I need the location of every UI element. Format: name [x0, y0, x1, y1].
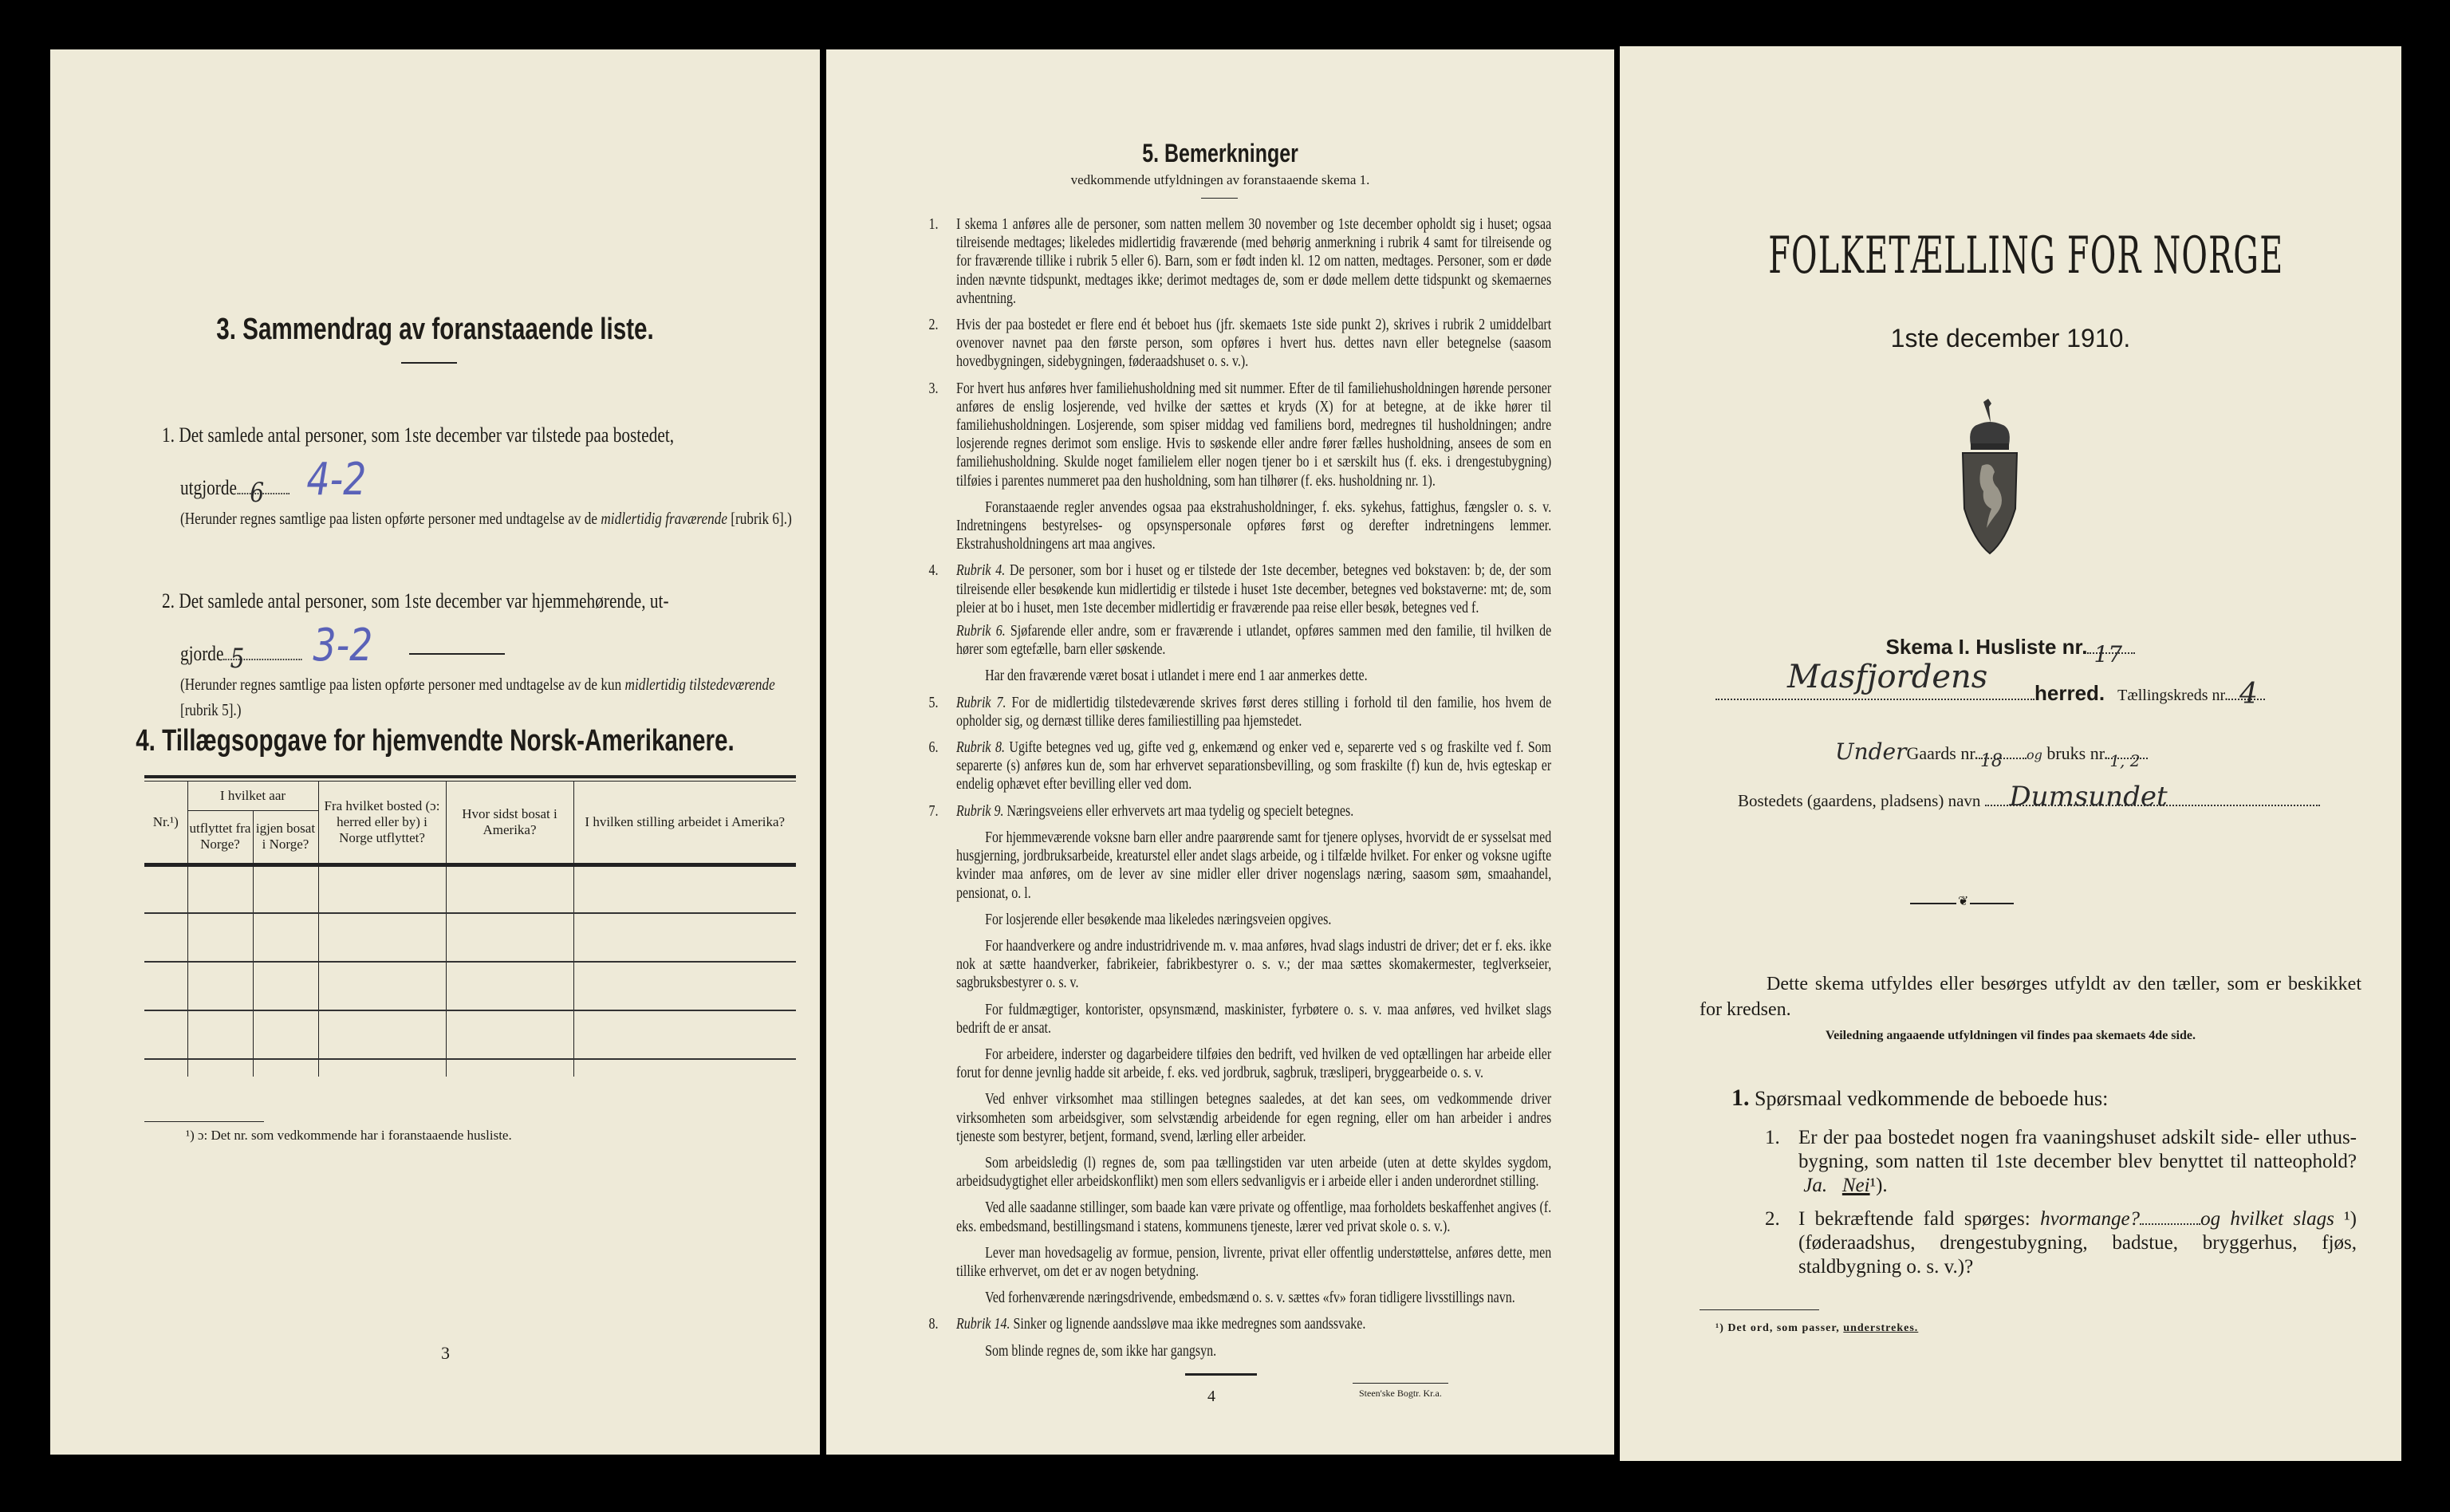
- skema-line: [1620, 635, 2401, 667]
- bruks-label: bruks nr.: [2046, 743, 2109, 763]
- table-row: [144, 913, 796, 962]
- census-title: FOLKETÆLLING FOR NORGE: [1768, 226, 2284, 285]
- note-paragraph: [956, 498, 1551, 554]
- husliste-number: 17: [2094, 641, 2123, 667]
- gaards-prefix: Under: [1835, 738, 1907, 765]
- census-date: 1ste december 1910.: [1890, 324, 2131, 352]
- rubrik-label: Rubrik 4.: [956, 562, 1006, 580]
- note-text: Hvis der paa bostedet er flere end ét beboet hus (jfr. skemaets 1ste side punkt 2), skrives i rubrik 2 umiddelbart ovenover navnet paa den første person, som opføres i hvert hus. dettes navn eller betegnelse (saasom hovedbygningen, sidebygningen, føderaadshuset o. s. v.).: [956, 317, 1552, 371]
- printer-rule: [1353, 1383, 1448, 1384]
- note-text: Ved forhenværende næringsdrivende, embedsmænd o. s. v. sættes «fv» foran tidligere livsstillings navn.: [985, 1290, 1515, 1307]
- handwritten-total-resident: 5: [230, 643, 245, 675]
- note-paragraph: [928, 738, 1552, 794]
- note-paragraph: [956, 1090, 1551, 1146]
- divider: [401, 362, 457, 364]
- note-paragraph: [956, 829, 1551, 903]
- page-number: 3: [441, 1343, 450, 1363]
- note-text: Som arbeidsledig (l) regnes de, som paa tællingstiden var uten arbeide (uten at dette skyldes sygdom, arbeidsudygtighet eller arbeidskonflikt) men som ellers sedvanligvis er i arbeide eller i anden underordnet stilling.: [956, 1154, 1552, 1191]
- note-paragraph: [956, 937, 1551, 993]
- note-paragraph: [928, 1315, 1551, 1333]
- table-row: [144, 1010, 796, 1059]
- item-number: 1.: [162, 423, 175, 447]
- question-number: 1.: [1731, 1085, 1750, 1111]
- section-4-title: 4. Tillægsopgave for hjemvendte Norsk-Amerikanere.: [136, 724, 735, 758]
- q-text: Er der paa bostedet nogen fra vaaningshuset adskilt side- eller uthus-bygning, som natten til 1ste december blev benyttet til natteophold?: [1798, 1127, 2357, 1172]
- note-text: Ved enhver virksomhet maa stillingen betegnes saaledes, at det kan sees, om vedkommende driver virksomheten som arbeidsgiver, som selvstændig arbeidende for egen regning, eller om han arbeider i andres tjeneste som bestyrer, betjent, formand, svend, lærling eller arbeider.: [956, 1091, 1552, 1145]
- note-paragraph: [956, 1244, 1551, 1281]
- q-text-end: ¹) (føderaadshus, drengestubygning, badstue, bryggerhus, fjøs, staldbygning o. s. v.)?: [1798, 1208, 2357, 1278]
- note-text: Ved alle saadanne stillinger, som baade kan være private og offentlige, maa forholdets beskaffenhet angives (f. eks. embedsmand, bestillingsmand i statens, kommunens tjeneste, lærer ved privat skole o. s. v.).: [956, 1199, 1552, 1235]
- col-returned: igjen bosat i Norge?: [253, 810, 318, 864]
- note-text: Næringsveiens eller erhvervets art maa tydelig og specielt betegnes.: [1006, 802, 1354, 820]
- question-2: [1765, 1207, 2357, 1279]
- note-text: De personer, som bor i huset og er tilstede der 1ste december, betegnes ved bokstaven: b; de, der som tilreisende eller besøkende kun midlertidig er tilstede i huset 1ste december, betegnes ved bokstaverne: mt; de, som pleier at bo i huset, men 1ste december midlertidig er fraværende paa reise eller besøk, betegnes ved f.: [956, 562, 1552, 616]
- coat-of-arms-icon: [1958, 397, 2022, 557]
- q-number: 2.: [1765, 1208, 1780, 1230]
- blue-pencil-resident: 3-2: [313, 620, 373, 671]
- answer-nei-underlined[interactable]: Nei: [1841, 1175, 1870, 1196]
- handwritten-total-present: 6: [250, 477, 265, 509]
- bemerkninger-subtitle: vedkommende utfyldningen av foranstaaende skema 1.: [1070, 172, 1370, 187]
- note-paragraph: [956, 1045, 1551, 1082]
- og-handwritten: og: [2026, 747, 2042, 762]
- note-paragraph: [956, 667, 1551, 685]
- note-number: 8.: [928, 1316, 939, 1333]
- divider: [1185, 1373, 1257, 1376]
- bruks-value: 1, 2: [2109, 751, 2141, 770]
- col-nr: Nr.¹): [144, 782, 187, 864]
- note-number: 6.: [928, 739, 939, 757]
- note-text: (Herunder regnes samtlige paa listen opførte personer med undtagelse av de kun: [179, 675, 622, 694]
- page-1-title: [1620, 46, 2401, 1461]
- rubrik-label: Rubrik 7.: [956, 694, 1006, 711]
- page-3: [50, 49, 820, 1455]
- note-text: For fuldmægtiger, kontorister, opsynsmænd, maskinister, fyrbøtere o. s. v. maa anføres, ved hvilket slags bedrift de er ansat.: [956, 1001, 1552, 1037]
- col-year-group: I hvilket aar: [187, 782, 318, 810]
- note-paragraph: [956, 911, 1551, 929]
- footnote-rule: [1700, 1309, 1819, 1310]
- q-hvormange: hvormange?: [2040, 1208, 2141, 1230]
- col-emigrated: utflyttet fra Norge?: [187, 810, 253, 864]
- kreds-value: 4: [2239, 678, 2258, 711]
- kreds-label: Tællingskreds nr.: [2117, 687, 2229, 704]
- note-text: For losjerende eller besøkende maa likeledes næringsveien opgives.: [985, 911, 1332, 928]
- q-number: 1.: [1765, 1127, 1780, 1148]
- ornament-divider: ❦: [1910, 898, 2014, 909]
- note-text: Foranstaaende regler anvendes ogsaa paa ekstrahusholdninger, f. eks. sykehus, fattighus, fængsler o. s. v. Indretningens bestyrelses- og opsynspersonale opføres først og derefter indretningens lemmer. Ekstrahusholdningens art maa angives.: [956, 498, 1552, 553]
- note-text: For hvert hus anføres hver familiehusholdning med sit nummer. Efter de til familiehusholdningen hørende personer anføres de enslig losjerende, ved hvilke der sættes et kryds (X) for at betegne, at de ikke hører til familiehusholdningen. Losjerende, som spiser middag ved familiens bord, medregnes til husholdningen; andre losjerende regnes derimot som enslige. Hvis to søskende eller andre fører fælles husholdning, ansees de som en familiehusholdning. Skulde noget familielem eller nogen tjener bo i et særskilt hus (f. eks. i drengestubygning) tilføies i parentes nummeret paa den husholdning, som han tilhører (f. eks. husholdning nr. 1).: [956, 380, 1552, 490]
- herred-value: Masfjordens: [1787, 659, 1988, 695]
- note-italic: midlertidig tilstedeværende: [624, 675, 775, 694]
- field-label: utgjorde: [179, 476, 238, 499]
- note-paragraph: [956, 1342, 1551, 1360]
- col-occupation: I hvilken stilling arbeidet i Amerika?: [585, 813, 786, 829]
- summary-item-1: [162, 418, 816, 531]
- note-text: For arbeidere, inderster og dagarbeidere tilføies den bedrift, ved hvilken de ved optællingen har arbeide eller forut for denne jevnlig hadde sit arbeide, f. eks. ved jordbruk, sagbruk, træsliperi, bryggearbeide o. s. v.: [956, 1045, 1552, 1082]
- footnote-text: ¹) Det ord, som passer,: [1715, 1322, 1840, 1334]
- note-paragraph: [928, 802, 1551, 821]
- question-title: Spørsmaal vedkommende de beboede hus:: [1755, 1087, 2109, 1110]
- footnote-underlined: understrekes.: [1843, 1322, 1919, 1334]
- rubrik-label: Rubrik 14.: [956, 1316, 1010, 1333]
- note-number: 3.: [928, 380, 939, 397]
- guidance-text: Veiledning angaaende utfyldningen vil findes paa skemaets 4de side.: [1826, 1029, 2196, 1042]
- herred-label: herred.: [2034, 681, 2105, 705]
- bemerkninger-title: 5. Bemerkninger: [1142, 139, 1298, 167]
- rubrik-label: Rubrik 9.: [956, 802, 1004, 820]
- field-label: gjorde: [179, 642, 224, 665]
- note-paragraph: [928, 694, 1552, 730]
- rubrik-label: Rubrik 8.: [956, 739, 1005, 757]
- skema-label: Skema I. Husliste nr.: [1885, 635, 2088, 659]
- item-text: Det samlede antal personer, som 1ste december var tilstede paa bostedet,: [179, 423, 675, 447]
- note-paragraph: [928, 316, 1552, 372]
- gaards-line: [1835, 738, 2148, 771]
- note-end: [rubrik 5].): [179, 700, 242, 719]
- note-text: For de midlertidig tilstedeværende skrives først deres stilling i forhold til den familie, hos hvem de opholder sig, og dernæst tillike deres familiestilling paa hjemstedet.: [956, 694, 1552, 730]
- col-last-lived: Hvor sidst bosat i Amerika?: [446, 782, 573, 864]
- note-text: Har den fraværende været bosat i utlandet i mere end 1 aar anmerkes dette.: [985, 667, 1368, 685]
- note-text: For haandverkere og andre industridrivende m. v. maa anføres, hvad slags industri de driver; det er f. eks. ikke nok at sætte haandverker, fabrikeier, fabrikbestyrer o. s. v.; der maa sættes skomakermester, teglverkseier, sagbruksbestyrer o. s. v.: [956, 937, 1552, 992]
- note-text: Sjøfarende eller andre, som er fraværende i utlandet, opføres sammen med den familie, til hvilken de hører som egtefælle, barn eller søskende.: [956, 623, 1552, 659]
- answer-ja[interactable]: Ja.: [1803, 1175, 1828, 1196]
- note-paragraph: [928, 561, 1552, 617]
- printer-mark: Steen'ske Bogtr. Kr.a.: [1359, 1388, 1442, 1399]
- note-text: Lever man hovedsagelig av formue, pension, livrente, privat eller offentlig understøttelse, anføres dette, men tillike erhvervet, om det er av nogen betydning.: [956, 1244, 1552, 1280]
- bosted-line: [1738, 781, 2320, 813]
- note-paragraph: [928, 380, 1552, 490]
- section-3-title: 3. Sammendrag av foranstaaende liste.: [216, 313, 654, 346]
- question-1: [1765, 1126, 2357, 1198]
- rubrik-label: Rubrik 6.: [956, 623, 1006, 640]
- gaards-value: 18: [1979, 751, 2003, 771]
- page-footnote: [1715, 1322, 1918, 1335]
- norsk-amerikanere-table: [144, 775, 796, 1077]
- divider: [409, 653, 505, 655]
- bosted-value: Dumsundet: [2009, 781, 2168, 813]
- page-4: [826, 49, 1614, 1455]
- note-text: Som blinde regnes de, som ikke har gangsyn.: [985, 1342, 1217, 1360]
- table-footnote: ¹) ɔ: Det nr. som vedkommende har i foranstaaende husliste.: [186, 1128, 512, 1143]
- note-number: 4.: [928, 562, 939, 580]
- item-text: Det samlede antal personer, som 1ste december var hjemmehørende, ut-: [179, 589, 669, 612]
- item-number: 2.: [162, 589, 175, 612]
- note-paragraph: [956, 1199, 1551, 1235]
- note-text: (Herunder regnes samtlige paa listen opførte personer med undtagelse av de: [179, 509, 598, 528]
- q-text: I bekræftende fald spørges:: [1798, 1208, 2031, 1230]
- note-end: [rubrik 6].): [731, 509, 792, 528]
- note-italic: midlertidig fraværende: [601, 509, 728, 528]
- note-paragraph: [956, 1289, 1551, 1307]
- note-number: 7.: [928, 802, 939, 820]
- note-text: I skema 1 anføres alle de personer, som natten mellem 30 november og 1ste december opholdt sig i huset; ogsaa tilreisende medtages; likeledes midlertidig fraværende (med behørig anmerkning i rubrik 4 samt for tilreisende og for fraværende tillike i rubrik 5 eller 6). Barn, som er født inden kl. 12 om natten, medtages. Personer, som er døde inden nævnte tidspunkt, medtages ikke; derimot medtages de, som er døde mellem dette tidspunkt og skemaernes avhentning.: [956, 216, 1552, 307]
- blue-pencil-present: 4-2: [306, 454, 367, 506]
- note-number: 1.: [928, 216, 939, 233]
- intro-text: Dette skema utfyldes eller besørges utfyldt av den tæller, som er beskikket for kredsen.: [1700, 974, 2361, 1020]
- table-row: [144, 864, 796, 913]
- footnote-rule: [144, 1121, 264, 1122]
- note-number: 2.: [928, 317, 939, 334]
- note-paragraph: [928, 215, 1552, 308]
- table-row: [144, 962, 796, 1010]
- bemerkninger-list: [928, 215, 1552, 1368]
- note-paragraph: [956, 1154, 1551, 1191]
- col-from-where: Fra hvilket bosted (ɔ: herred eller by) i Norge utflyttet?: [318, 782, 446, 864]
- note-text: For hjemmeværende voksne barn eller andre paarørende samt for tjenere oplyses, hvorvidt de er sysselsat med husgjerning, jordbruksarbeide, kreaturstel eller andet slags arbeide, og i tilfælde hvilket. For enker og voksne ugifte kvinder maa anføres, om de lever av sine midler eller driver nogenslags næring, saasom søm, smaahandel, pensionat, o. l.: [956, 829, 1552, 902]
- note-text: Sinker og lignende aandssløve maa ikke medregnes som aandssvake.: [1013, 1316, 1366, 1333]
- herred-line: [1715, 659, 2353, 711]
- q-footnote-ref: ¹).: [1869, 1175, 1888, 1196]
- note-paragraph: [956, 622, 1551, 659]
- gaards-label: Gaards nr.: [1906, 743, 1979, 763]
- note-paragraph: [956, 1001, 1551, 1038]
- question-heading: [1731, 1085, 2108, 1112]
- table-row: [144, 1059, 796, 1077]
- note-text: Ugifte betegnes ved ug, gifte ved g, enkemænd og enker ved e, separerte ved s og fraskilte ved f. Som separerte (s) anføres kun de, som har erhvervet separationsbevilling, og som fraskilte (f) kun de, hvis egteskap er endelig ophævet efter bevilling eller ved dom.: [956, 739, 1552, 793]
- page-number: 4: [1207, 1388, 1215, 1405]
- q-hvilket-slags: og hvilket slags: [2200, 1208, 2334, 1230]
- bosted-label: Bostedets (gaardens, pladsens) navn: [1738, 791, 1981, 810]
- note-number: 5.: [928, 694, 939, 711]
- divider: [1201, 198, 1238, 199]
